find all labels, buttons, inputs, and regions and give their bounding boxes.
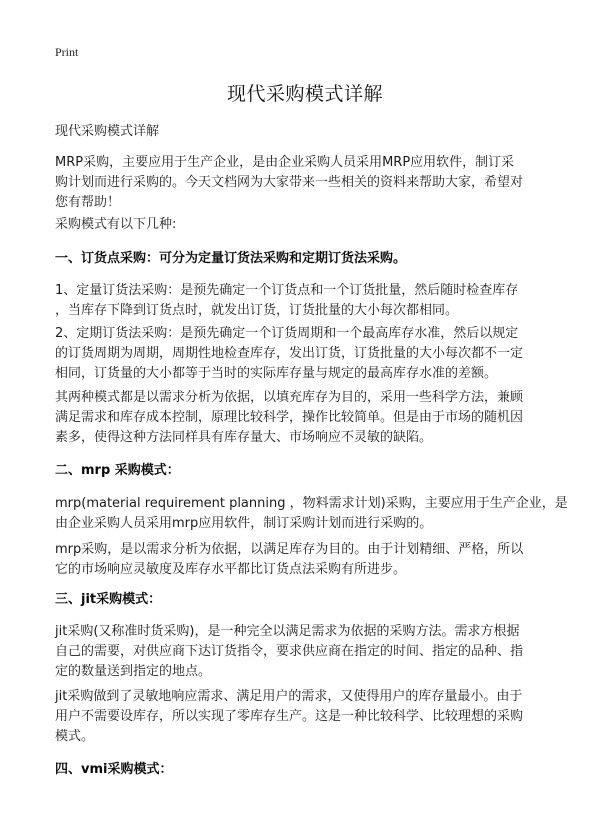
- text-line: 素多，使得这种方法同样具有库存量大、市场响应不灵敏的缺陷。: [55, 430, 433, 445]
- text-line: MRP采购，主要应用于生产企业，是由企业采购人员采用MRP应用软件，制订采: [55, 155, 515, 170]
- paragraph-fixed-period: [55, 324, 555, 384]
- text-line: mrp采购，是以需求分析为依据，以满足库存为目的。由于计划精细、严格，所以: [55, 542, 524, 557]
- text-line: jit采购做到了灵敏地响应需求、满足用户的需求，又使得用户的库存量最小。由于: [55, 689, 523, 704]
- text-line: 购计划而进行采购的。今天文档网为大家带来一些相关的资料来帮助大家，希望对: [55, 175, 524, 190]
- document-title: 现代采购模式详解: [226, 83, 383, 105]
- text-line: 它的市场响应灵敏度及库存水平都比订货点法采购有所进步。: [55, 562, 407, 577]
- paragraph-mrp-definition: [55, 494, 568, 534]
- text-line: ，当库存下降到订货点时，就发出订货，订货批量的大小每次都相同。: [55, 303, 459, 318]
- text-line: 您有帮助！: [55, 195, 121, 210]
- print-label[interactable]: Print: [55, 45, 79, 59]
- paragraph-both-modes: [55, 388, 555, 448]
- text-line: 1、定量订货法采购：是预先确定一个订货点和一个订货批量，然后随时检查库存: [55, 283, 519, 298]
- text-line: 用户不需要设库存，所以实现了零库存生产。这是一种比较科学、比较理想的采购: [55, 709, 524, 724]
- section-heading-reorder-point: 一、订货点采购：可分为定量订货法采购和定期订货法采购。: [55, 251, 407, 266]
- section-heading-jit: 三、jit采购模式：: [55, 592, 162, 607]
- text-line: 的订货周期为周期，周期性地检查库存，发出订货，订货批量的大小每次都不一定: [55, 346, 524, 361]
- paragraph-mrp-analysis: [55, 540, 555, 580]
- document-subtitle: 现代采购模式详解: [55, 124, 160, 139]
- paragraph-fixed-quantity: [55, 281, 555, 321]
- text-line: 其两种模式都是以需求分析为依据，以填充库存为目的，采用一些科学方法，兼顾: [55, 390, 524, 405]
- text-line: 自己的需要，对供应商下达订货指令，要求供应商在指定的时间、指定的品种、指: [55, 644, 524, 659]
- text-line: 模式。: [55, 729, 95, 744]
- text-line: 满足需求和库存成本控制，原理比较科学，操作比较简单。但是由于市场的随机因: [55, 410, 524, 425]
- modes-lead: 采购模式有以下几种:: [55, 217, 177, 232]
- text-line: 由企业采购人员采用mrp应用软件，制订采购计划而进行采购的。: [55, 516, 433, 531]
- section-heading-vmi: 四、vmi采购模式：: [55, 762, 173, 777]
- intro-paragraph: [55, 153, 555, 213]
- paragraph-jit-benefits: [55, 687, 555, 747]
- paragraph-jit-definition: [55, 622, 555, 682]
- text-line: jit采购(又称准时货采购)，是一种完全以满足需求为依据的采购方法。需求方根据: [55, 624, 520, 639]
- text-line: 定的数量送到指定的地点。: [55, 664, 212, 679]
- section-heading-mrp: 二、mrp 采购模式：: [55, 463, 180, 478]
- text-line: 2、定期订货法采购：是预先确定一个订货周期和一个最高库存水准，然后以规定: [55, 326, 519, 341]
- text-line: 相同，订货量的大小都等于当时的实际库存量与规定的最高库存水准的差额。: [55, 366, 498, 381]
- text-line: mrp(material requirement planning ，物料需求计划)采购，主要应用于生产企业，是: [55, 496, 568, 511]
